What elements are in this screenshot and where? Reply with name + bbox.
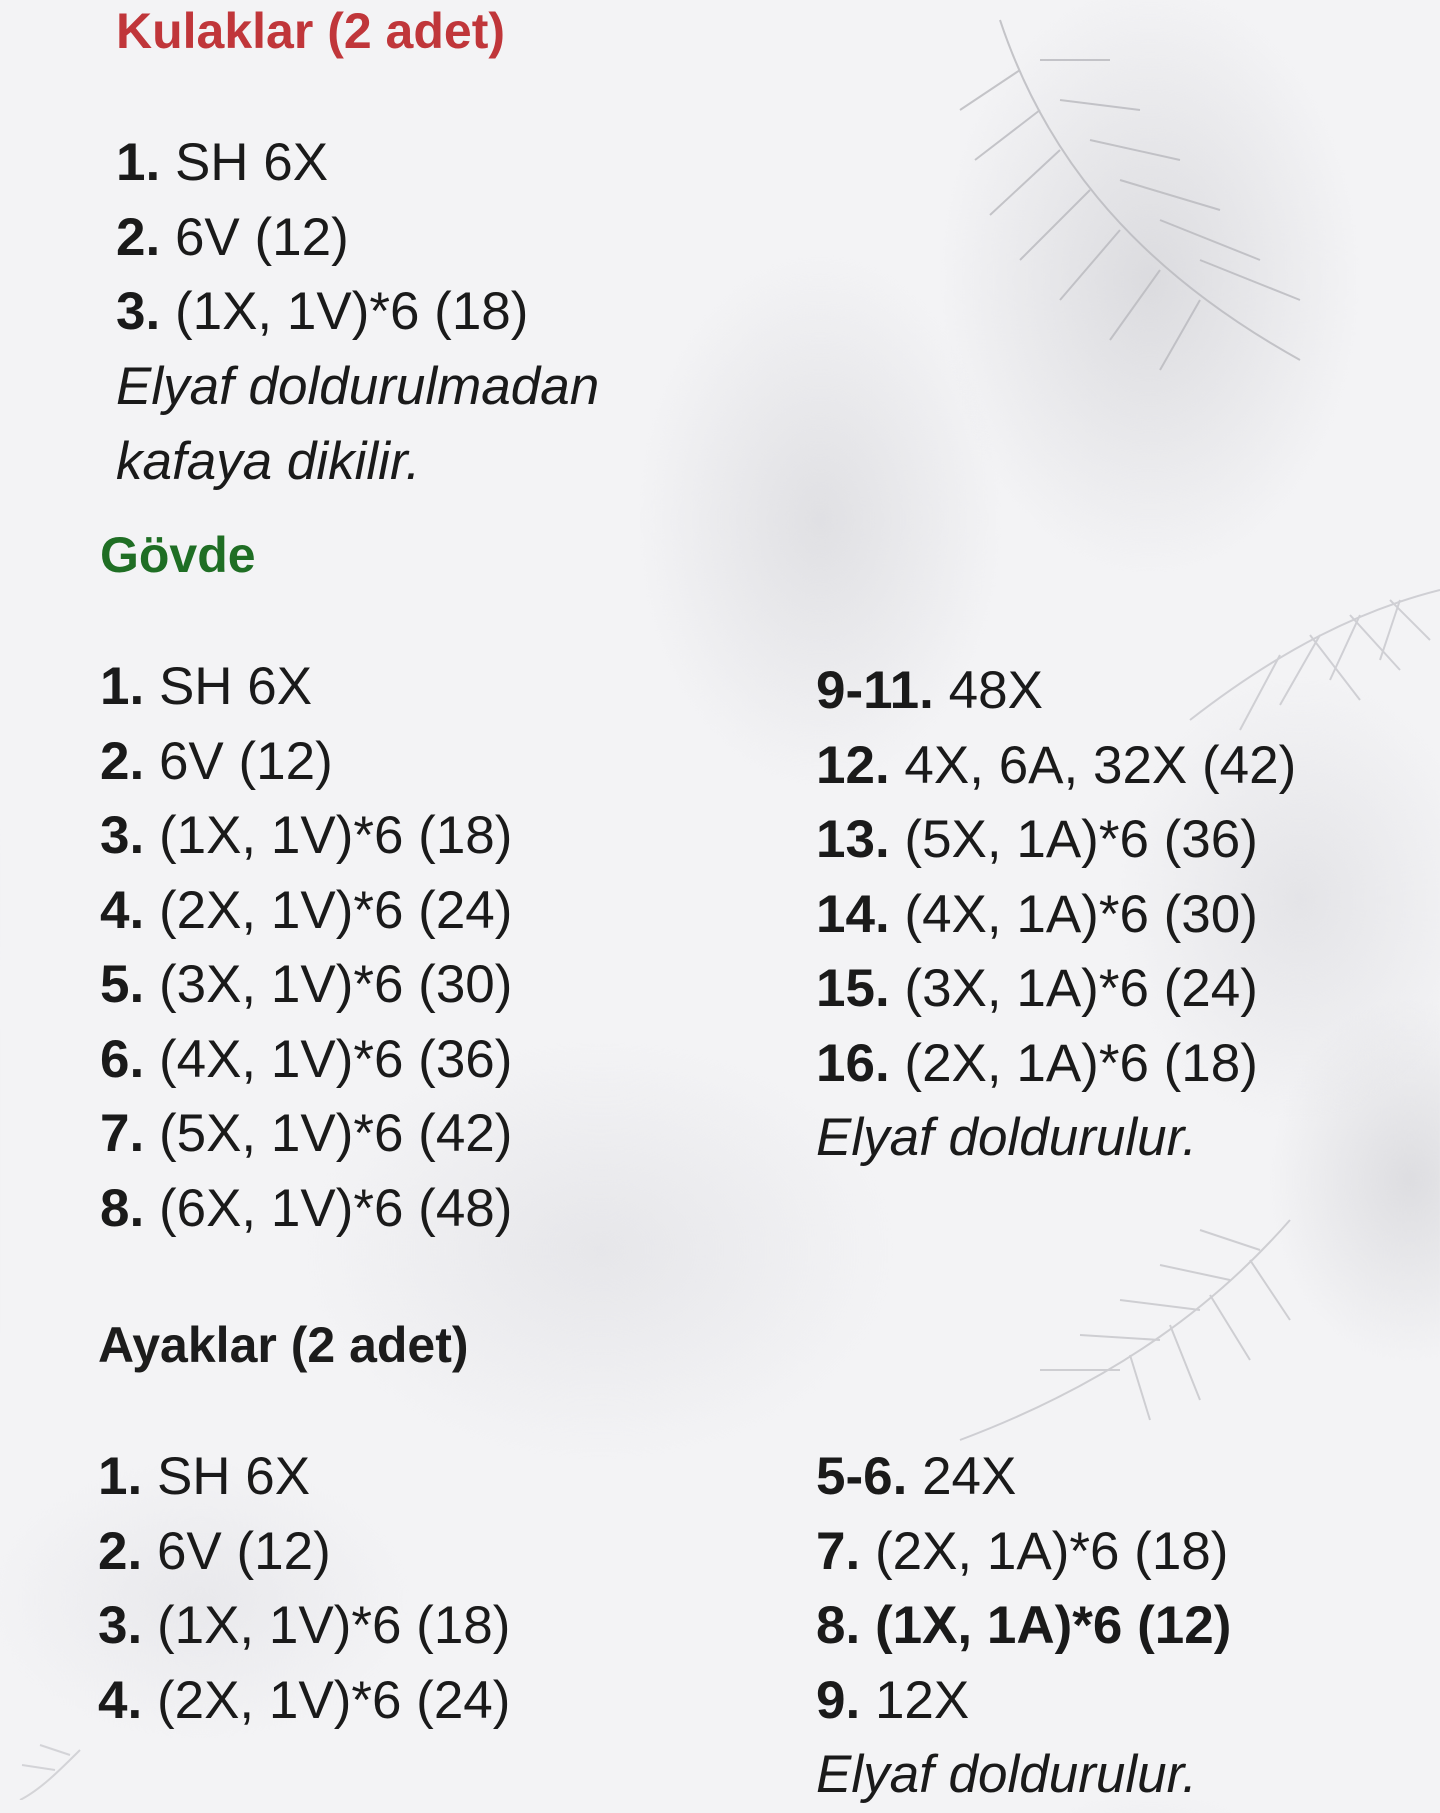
govde-note (816, 1101, 1197, 1176)
list-item: 5-6. 24X (816, 1447, 1017, 1506)
list-item: 4. (2X, 1V)*6 (24) (98, 1670, 511, 1730)
list-item: 3. (1X, 1V)*6 (18) (100, 806, 513, 865)
list-item: 1. SH 6X (100, 657, 313, 716)
list-item: 13. (5X, 1A)*6 (36) (816, 810, 1258, 869)
ayaklar-left-rows (98, 1440, 510, 1738)
govde-left-rows (100, 650, 512, 1246)
kulaklar-rows (116, 126, 528, 350)
kulaklar-heading: Kulaklar (2 adet) (116, 3, 506, 59)
list-item: 14. (4X, 1A)*6 (30) (816, 884, 1258, 944)
list-item: 12. 4X, 6A, 32X (42) (816, 735, 1297, 795)
kulaklar-note (116, 350, 599, 499)
govde-right-rows (816, 654, 1296, 1101)
list-item: 8. (1X, 1A)*6 (12) (816, 1596, 1232, 1655)
list-item: 1. SH 6X (116, 133, 329, 192)
list-item: 8. (6X, 1V)*6 (48) (100, 1178, 513, 1238)
note-line: Elyaf doldurulur. (816, 1745, 1198, 1804)
list-item: 3. (1X, 1V)*6 (18) (116, 282, 529, 341)
list-item: 15. (3X, 1A)*6 (24) (816, 959, 1258, 1018)
list-item: 1. SH 6X (98, 1447, 311, 1506)
govde-heading: Gövde (100, 527, 256, 583)
list-item: 16. (2X, 1A)*6 (18) (816, 1033, 1258, 1093)
list-item: 6. (4X, 1V)*6 (36) (100, 1029, 513, 1089)
note-line: Elyaf doldurulmadan (116, 357, 600, 416)
list-item: 5. (3X, 1V)*6 (30) (100, 955, 513, 1014)
list-item: 9. 12X (816, 1670, 970, 1730)
list-item: 2. 6V (12) (98, 1521, 331, 1581)
list-item: 2. 6V (12) (116, 207, 349, 267)
note-line: Elyaf doldurulur. (816, 1108, 1198, 1167)
ayaklar-heading: Ayaklar (2 adet) (98, 1317, 469, 1373)
list-item: 9-11. 48X (816, 661, 1043, 720)
list-item: 7. (5X, 1V)*6 (42) (100, 1104, 513, 1163)
list-item: 2. 6V (12) (100, 731, 333, 791)
note-line: kafaya dikilir. (116, 431, 421, 491)
list-item: 4. (2X, 1V)*6 (24) (100, 880, 513, 940)
list-item: 7. (2X, 1A)*6 (18) (816, 1521, 1229, 1581)
ayaklar-note (816, 1738, 1197, 1813)
ayaklar-right-rows (816, 1440, 1231, 1738)
list-item: 3. (1X, 1V)*6 (18) (98, 1596, 511, 1655)
